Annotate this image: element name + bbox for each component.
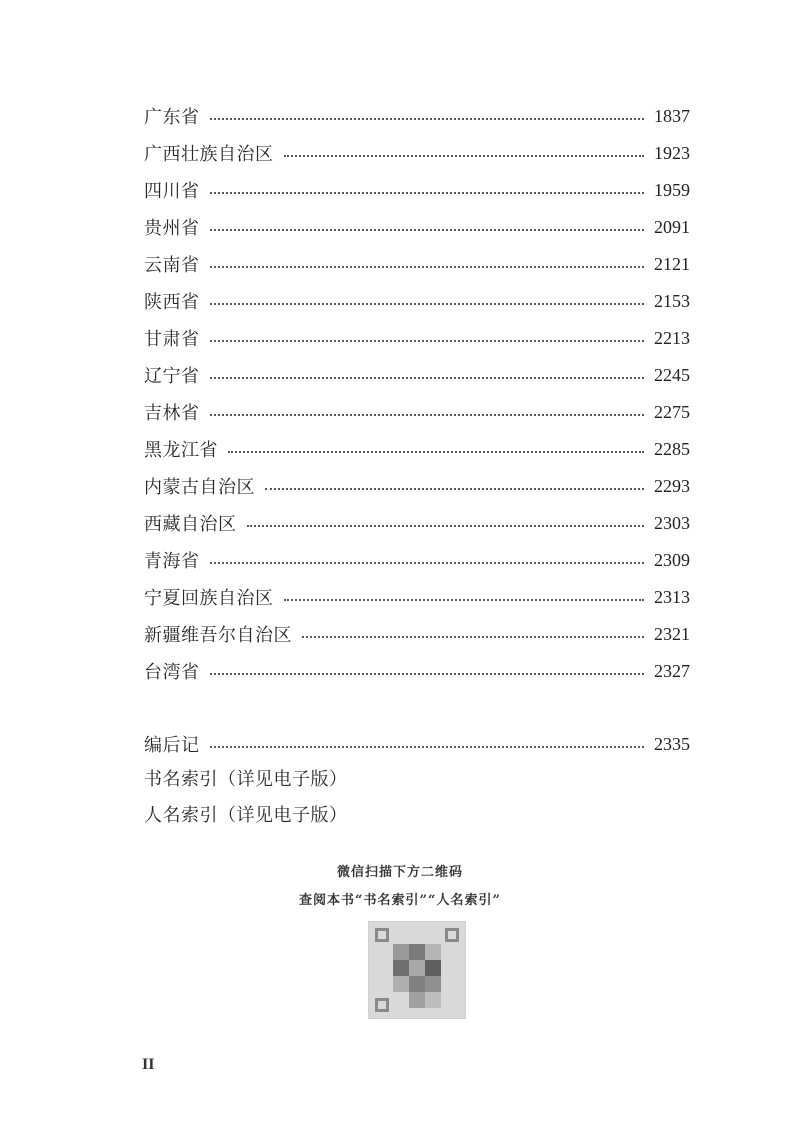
qr-pixel <box>409 976 425 992</box>
toc-entry-title: 编后记 <box>144 735 200 756</box>
qr-finder-mark <box>375 928 389 942</box>
toc-entry-title: 青海省 <box>144 551 200 572</box>
qr-pixel <box>409 992 425 1008</box>
qr-pixel <box>393 944 409 960</box>
toc-entry-title: 宁夏回族自治区 <box>144 588 274 609</box>
qr-pixel <box>425 960 441 976</box>
dot-leader <box>284 599 645 601</box>
toc-entry[interactable] <box>144 398 690 426</box>
toc-entry[interactable] <box>144 250 690 278</box>
dot-leader <box>210 192 645 194</box>
toc-entry-page: 2303 <box>654 512 690 533</box>
toc-entry[interactable] <box>144 620 690 648</box>
toc-entry-page: 1837 <box>654 105 690 126</box>
qr-caption-line1: 微信扫描下方二维码 <box>336 865 463 880</box>
dot-leader <box>210 229 645 231</box>
toc-entry-title: 陕西省 <box>144 292 200 313</box>
toc-entry-page: 2245 <box>654 364 690 385</box>
toc-entry-page: 2313 <box>654 586 690 607</box>
qr-pixel <box>393 960 409 976</box>
toc-entry-title: 辽宁省 <box>144 366 200 387</box>
toc-entry[interactable] <box>144 287 690 315</box>
qr-pixel <box>425 976 441 992</box>
dot-leader <box>302 636 644 638</box>
toc-entry-page: 2121 <box>654 253 690 274</box>
qr-pixel <box>425 992 441 1008</box>
toc-entry[interactable] <box>144 139 690 167</box>
qr-finder-mark <box>445 928 459 942</box>
dot-leader <box>210 303 645 305</box>
toc-entry-page: 2153 <box>654 290 690 311</box>
toc-book-index[interactable]: 书名索引（详见电子版） <box>144 769 348 790</box>
toc-entry[interactable] <box>144 324 690 352</box>
toc-entry-page: 1959 <box>654 179 690 200</box>
toc-entry-title: 西藏自治区 <box>144 514 237 535</box>
toc-entry-title: 黑龙江省 <box>144 440 218 461</box>
toc-entry-page: 2327 <box>654 660 690 681</box>
toc-entry[interactable] <box>144 361 690 389</box>
qr-pixel <box>409 944 425 960</box>
qr-caption-line2: 查阅本书“书名索引”“人名索引” <box>299 893 501 908</box>
toc-entry-title: 吉林省 <box>144 403 200 424</box>
dot-leader <box>210 118 645 120</box>
toc-entry-title: 甘肃省 <box>144 329 200 350</box>
toc-entry-page: 2091 <box>654 216 690 237</box>
toc-entry[interactable] <box>144 657 690 685</box>
qr-pixel <box>425 944 441 960</box>
toc-entry-title: 贵州省 <box>144 218 200 239</box>
toc-entry-page: 1923 <box>654 142 690 163</box>
qr-code[interactable] <box>368 921 466 1019</box>
page-number: II <box>142 1056 155 1073</box>
dot-leader <box>210 266 645 268</box>
toc-entry-title: 广东省 <box>144 107 200 128</box>
toc-entry[interactable] <box>144 435 690 463</box>
toc-entry[interactable] <box>144 102 690 130</box>
toc-afterword[interactable] <box>144 730 690 758</box>
dot-leader <box>210 377 645 379</box>
toc-entry-page: 2309 <box>654 549 690 570</box>
dot-leader <box>210 414 645 416</box>
toc-entry-title: 台湾省 <box>144 662 200 683</box>
dot-leader <box>210 673 645 675</box>
toc-entry-page: 2335 <box>654 733 690 754</box>
toc-entry[interactable] <box>144 509 690 537</box>
toc-entry-title: 广西壮族自治区 <box>144 144 274 165</box>
dot-leader <box>210 562 645 564</box>
toc-entry[interactable] <box>144 213 690 241</box>
toc-entry-title: 四川省 <box>144 181 200 202</box>
toc-person-index[interactable]: 人名索引（详见电子版） <box>144 805 348 826</box>
qr-pixel <box>409 960 425 976</box>
qr-finder-mark <box>375 998 389 1012</box>
dot-leader <box>265 488 644 490</box>
toc-entry-title: 云南省 <box>144 255 200 276</box>
qr-pixel <box>393 976 409 992</box>
toc-entry-page: 2293 <box>654 475 690 496</box>
toc-entry-title: 新疆维吾尔自治区 <box>144 625 292 646</box>
dot-leader <box>210 746 645 748</box>
toc-entry[interactable] <box>144 472 690 500</box>
dot-leader <box>247 525 645 527</box>
toc-entry[interactable] <box>144 583 690 611</box>
toc-entry[interactable] <box>144 176 690 204</box>
toc-entry-title: 内蒙古自治区 <box>144 477 255 498</box>
toc-entry[interactable] <box>144 546 690 574</box>
dot-leader <box>210 340 645 342</box>
toc-entry-page: 2285 <box>654 438 690 459</box>
dot-leader <box>284 155 645 157</box>
toc-entry-page: 2275 <box>654 401 690 422</box>
toc-entry-page: 2321 <box>654 623 690 644</box>
toc-entry-page: 2213 <box>654 327 690 348</box>
dot-leader <box>228 451 644 453</box>
